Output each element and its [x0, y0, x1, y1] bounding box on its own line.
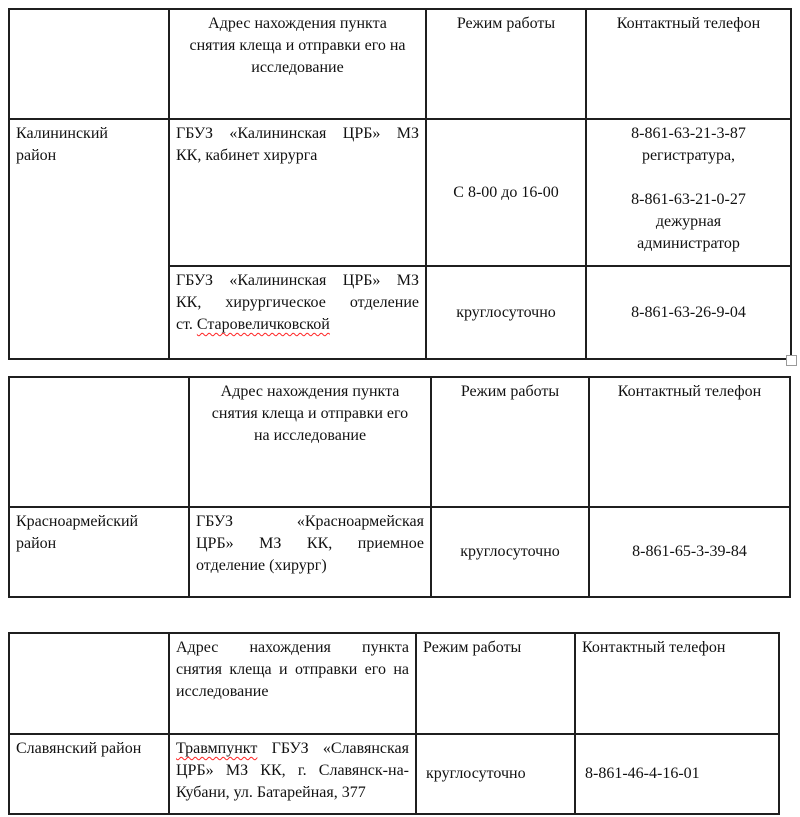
text-line: ГБУЗ «Красноармейская [196, 513, 424, 530]
misspelled-word: Травмпункт [176, 740, 258, 757]
schedule-cell [427, 120, 587, 267]
phone-header-cell [587, 10, 790, 120]
text-line: ЦРБ» МЗ КК, г. Славянск-на- [176, 762, 409, 779]
table-resize-handle-square [786, 355, 797, 366]
district-header-cell [10, 634, 170, 735]
header-line: снятия клеща и отправки его на [189, 37, 406, 54]
text-line: дежурная [655, 213, 722, 230]
phone-value: 8-861-63-26-9-04 [631, 303, 746, 321]
text-line: Кубани, ул. Батарейная, 377 [176, 784, 366, 801]
text-line: администратор [637, 235, 740, 252]
district-header-cell [10, 378, 190, 508]
text-fragment: ГБУЗ «Славянская [257, 740, 409, 757]
address-cell [170, 120, 427, 267]
phone-paragraph [593, 123, 784, 167]
phone-header-cell [576, 634, 778, 735]
header-line: Адрес нахождения пункта [220, 383, 400, 400]
header-line: Адрес нахождения пункта [176, 639, 409, 656]
header-line: снятия клеща и отправки его на [176, 661, 409, 678]
text-line: КК, кабинет хирурга [176, 147, 318, 164]
header-line: снятия клеща и отправки его [211, 405, 409, 422]
text-line: ГБУЗ «Калининская ЦРБ» МЗ [176, 125, 419, 142]
text-line: ГБУЗ «Калининская ЦРБ» МЗ [176, 272, 419, 289]
table-krasnoarmeysky-district [8, 376, 791, 598]
header-line: Режим работы [460, 383, 560, 400]
text-line: район [16, 535, 57, 552]
schedule-value: круглосуточно [426, 765, 526, 782]
address-cell [190, 508, 432, 596]
district-cell [10, 508, 190, 596]
district-cell [10, 735, 170, 813]
phone-value: 8-861-46-4-16-01 [585, 765, 700, 782]
phone-header-cell [590, 378, 789, 508]
schedule-header-cell [417, 634, 576, 735]
schedule-header-cell [432, 378, 590, 508]
phone-cell [587, 120, 790, 267]
address-header-cell [170, 10, 427, 120]
district-header-cell [10, 10, 170, 120]
text-line: регистратура, [641, 147, 736, 164]
schedule-value: круглосуточно [456, 303, 556, 321]
text-line: Калининский [16, 125, 108, 142]
text-line: отделение (хирург) [196, 557, 327, 574]
district-cell [10, 120, 170, 358]
header-line: на исследование [253, 427, 367, 444]
schedule-cell [417, 735, 576, 813]
text-line [176, 314, 419, 336]
header-line: исследование [176, 683, 269, 700]
address-cell [170, 267, 427, 358]
text-line: 8-861-63-21-3-87 [631, 125, 746, 142]
text-fragment: ст. [176, 316, 197, 333]
text-line: Красноармейский [16, 513, 139, 530]
header-line: Адрес нахождения пункта [208, 15, 387, 32]
text-line: КК, хирургическое отделение [176, 294, 419, 311]
phone-value: 8-861-65-3-39-84 [632, 543, 747, 560]
phone-cell [576, 735, 778, 813]
address-cell [170, 735, 417, 813]
schedule-value: круглосуточно [460, 543, 560, 560]
schedule-cell [427, 267, 587, 358]
text-line: 8-861-63-21-0-27 [631, 191, 746, 208]
table-slavyansky-district [8, 632, 780, 815]
phone-cell [587, 267, 790, 358]
table-kalininsky-district [8, 8, 792, 360]
phone-paragraph [593, 189, 784, 255]
header-line: Контактный телефон [582, 639, 726, 656]
text-line: ЦРБ» МЗ КК, приемное [196, 535, 424, 552]
address-header-cell [190, 378, 432, 508]
header-line: Режим работы [456, 15, 556, 32]
phone-cell [590, 508, 789, 596]
schedule-header-cell [427, 10, 587, 120]
header-line: Режим работы [423, 639, 522, 656]
schedule-cell [432, 508, 590, 596]
misspelled-word: Старовеличковской [196, 316, 330, 333]
text-line: Славянский район [16, 740, 142, 757]
header-line: Контактный телефон [616, 15, 761, 32]
text-line: район [16, 147, 57, 164]
schedule-value: С 8-00 до 16-00 [453, 183, 559, 201]
header-line: Контактный телефон [617, 383, 762, 400]
address-header-cell [170, 634, 417, 735]
header-line: исследование [251, 59, 344, 76]
text-line [176, 738, 409, 760]
